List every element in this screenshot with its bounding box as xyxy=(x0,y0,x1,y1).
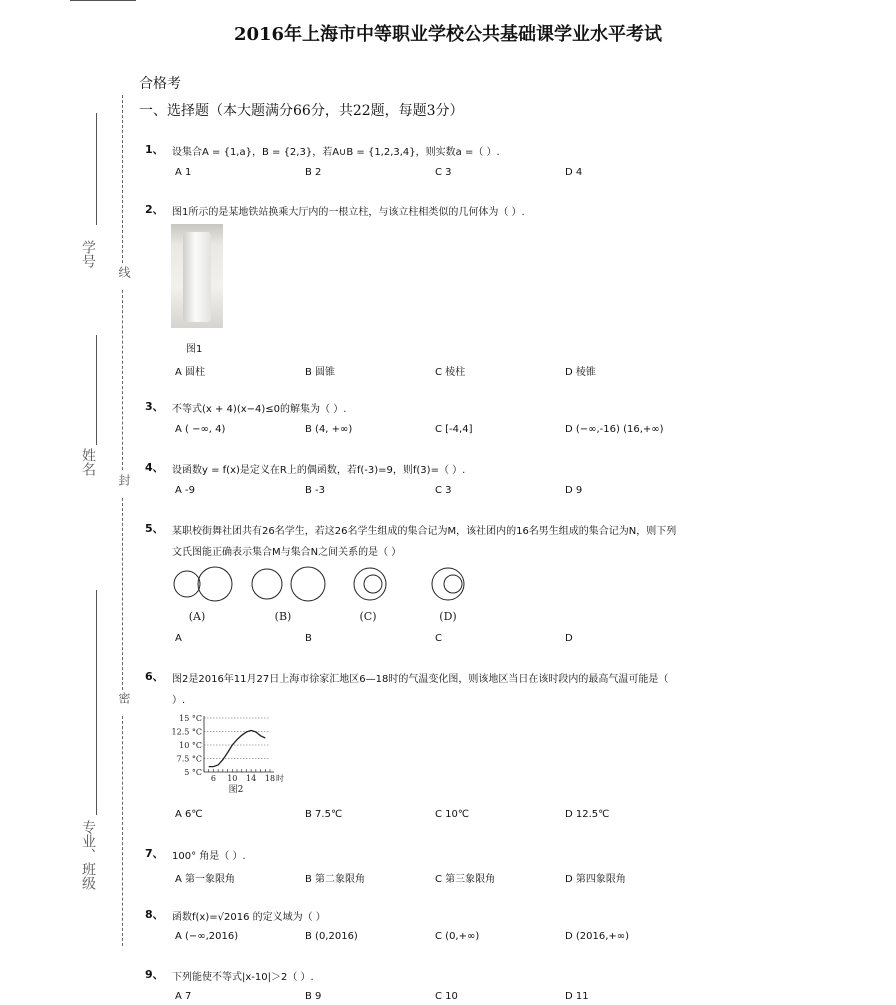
cut-line xyxy=(122,716,123,946)
option-b: B 圆锥 xyxy=(305,367,336,378)
question-number: 3、 xyxy=(145,400,164,413)
question-text-line2: ）. xyxy=(172,695,186,706)
option-d: D 棱锥 xyxy=(565,367,596,378)
y-tick-label: 7.5 °C xyxy=(176,754,202,764)
margin-line xyxy=(96,590,97,815)
venn-diagrams xyxy=(170,562,480,626)
venn-label-d: (D) xyxy=(439,610,457,623)
option-b: B (4, +∞) xyxy=(305,424,353,435)
question-number: 1、 xyxy=(145,143,164,156)
option-b: B 2 xyxy=(305,167,322,178)
venn-a-circle-n xyxy=(198,567,232,601)
cut-line xyxy=(122,498,123,690)
option-b: B xyxy=(305,633,312,644)
y-tick-label: 10 °C xyxy=(179,741,202,750)
question-text: 设集合A = {1,a}，B = {2,3}，若A∪B = {1,2,3,4}，则实数a =（ ）. xyxy=(172,147,500,158)
question-number: 6、 xyxy=(145,670,164,683)
venn-label-c: (C) xyxy=(359,610,377,623)
option-c: C 3 xyxy=(435,167,452,178)
question-text: 下列能使不等式|x-10|＞2（ ）. xyxy=(172,972,314,983)
y-tick-label: 15 °C xyxy=(179,714,202,723)
question-number: 5、 xyxy=(145,522,164,535)
cut-line xyxy=(122,95,123,263)
option-b: B (0,2016) xyxy=(305,931,358,942)
option-c: C 3 xyxy=(435,485,452,496)
question-number: 7、 xyxy=(145,847,164,860)
figure-caption: 图1 xyxy=(186,344,203,355)
option-d: D 第四象限角 xyxy=(565,874,626,885)
option-d: D (2016,+∞) xyxy=(565,931,630,942)
venn-b-circle-m xyxy=(252,569,282,599)
option-a: A 1 xyxy=(175,167,192,178)
option-d: D xyxy=(565,633,573,644)
top-rule xyxy=(70,0,136,1)
venn-a-circle-m xyxy=(174,571,200,597)
x-axis-label: 时 xyxy=(276,774,284,783)
question-text: 函数f(x)=√2016 的定义域为（ ） xyxy=(172,912,326,923)
question-text: 图2是2016年11月27日上海市徐家汇地区6—18时的气温变化图，则该地区当日在该时段内的最高气温可能是（ xyxy=(172,674,669,685)
question-text: 设函数y = f(x)是定义在R上的偶函数，若f(-3)=9，则f(3)=（ ）. xyxy=(172,465,466,476)
temperature-chart xyxy=(170,710,300,802)
question-number: 8、 xyxy=(145,908,164,921)
cut-mark-secret: 密 xyxy=(117,692,131,704)
margin-label-class: 专业、班级 xyxy=(80,820,96,890)
question-number: 2、 xyxy=(145,203,164,216)
option-a: A 第一象限角 xyxy=(175,874,236,885)
option-c: C 10℃ xyxy=(435,809,470,820)
x-tick-label: 6 xyxy=(210,774,216,783)
venn-b-circle-n xyxy=(291,567,325,601)
option-d: D 11 xyxy=(565,991,589,1002)
venn-label-b: (B) xyxy=(274,610,292,623)
cut-mark-seal: 封 xyxy=(117,474,131,486)
question-text: 不等式(x + 4)(x−4)≤0的解集为（ ）. xyxy=(172,404,347,415)
section-header: 一、选择题（本大题满分66分，共22题，每题3分） xyxy=(139,103,464,119)
venn-c-circle-m xyxy=(354,568,386,600)
pillar-shape xyxy=(183,232,211,322)
x-tick-label: 18 xyxy=(264,774,276,783)
venn-d-circle-n xyxy=(432,568,464,600)
option-b: B -3 xyxy=(305,485,326,496)
option-d: D (−∞,-16) (16,+∞) xyxy=(565,424,664,435)
question-number: 9、 xyxy=(145,968,164,981)
margin-label-name: 姓名 xyxy=(80,448,96,476)
y-tick-label: 5 °C xyxy=(184,768,202,777)
option-a: A 7 xyxy=(175,991,192,1002)
question-number: 4、 xyxy=(145,461,164,474)
option-b: B 7.5℃ xyxy=(305,809,343,820)
option-a: A xyxy=(175,633,182,644)
venn-d-circle-m xyxy=(444,575,462,593)
level-label: 合格考 xyxy=(139,76,181,92)
venn-c-circle-n xyxy=(364,575,382,593)
question-text: 图1所示的是某地铁站换乘大厅内的一根立柱，与该立柱相类似的几何体为（ ）. xyxy=(172,207,525,218)
question-text: 100° 角是（ ）. xyxy=(172,851,246,862)
option-a: A -9 xyxy=(175,485,195,496)
option-c: C 第三象限角 xyxy=(435,874,496,885)
option-a: A (−∞,2016) xyxy=(175,931,239,942)
x-tick-label: 10 xyxy=(227,774,238,783)
option-d: D 12.5℃ xyxy=(565,809,610,820)
chart-caption: 图2 xyxy=(228,785,244,795)
option-a: A 6℃ xyxy=(175,809,203,820)
option-d: D 4 xyxy=(565,167,583,178)
margin-label-student-id: 学号 xyxy=(80,240,96,268)
pillar-photo xyxy=(171,224,223,328)
option-c: C xyxy=(435,633,442,644)
option-c: C 10 xyxy=(435,991,458,1002)
option-d: D 9 xyxy=(565,485,583,496)
option-a: A 圆柱 xyxy=(175,367,206,378)
cut-line xyxy=(122,290,123,470)
x-tick-label: 14 xyxy=(246,774,257,783)
cut-mark-line: 线 xyxy=(117,266,131,278)
option-b: B 第二象限角 xyxy=(305,874,366,885)
option-a: A ( −∞, 4) xyxy=(175,424,226,435)
exam-title: 2016年上海市中等职业学校公共基础课学业水平考试 xyxy=(233,24,663,45)
temperature-line xyxy=(209,730,266,766)
margin-line xyxy=(96,335,97,445)
venn-label-a: (A) xyxy=(188,610,206,623)
question-text: 某职校街舞社团共有26名学生，若这26名学生组成的集合记为M，该社团内的16名男生组成的集合记为N，则下列 xyxy=(172,526,677,537)
option-c: C (0,+∞) xyxy=(435,931,480,942)
y-tick-label: 12.5 °C xyxy=(171,727,202,737)
option-c: C 棱柱 xyxy=(435,367,466,378)
margin-line xyxy=(96,113,97,225)
option-c: C [-4,4] xyxy=(435,424,473,435)
option-b: B 9 xyxy=(305,991,322,1002)
question-text-line2: 文氏图能正确表示集合M与集合N之间关系的是（ ） xyxy=(172,547,402,558)
